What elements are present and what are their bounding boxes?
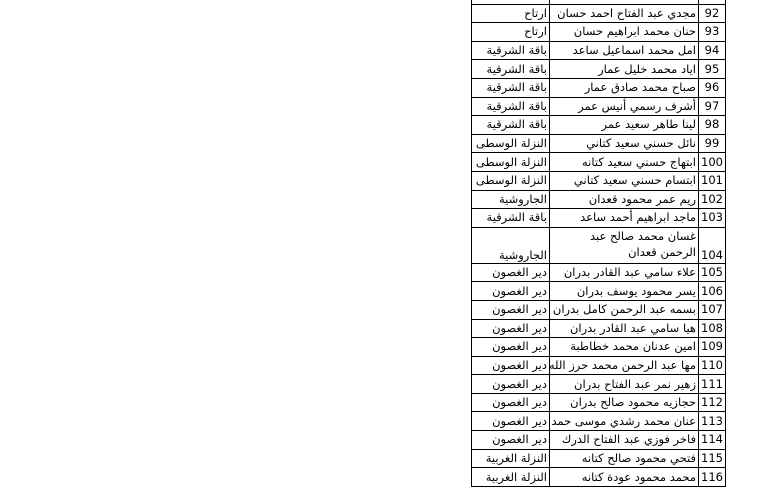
town-name: باقة الشرقية (472, 78, 550, 97)
town-name: باقة الشرقية (472, 41, 550, 60)
row-number: 113 (699, 412, 726, 431)
person-name: اياد محمد خليل عمار (550, 60, 699, 79)
names-table (471, 0, 726, 487)
table-row (472, 4, 726, 23)
table-row (472, 282, 726, 301)
person-name: بسمه عبد الرحمن كامل بدران (550, 300, 699, 319)
row-number: 102 (699, 190, 726, 209)
person-name: محمد محمود عودة كتانه (550, 468, 699, 487)
town-name: دير الغصون (472, 356, 550, 375)
town-name: دير الغصون (472, 282, 550, 301)
row-number: 104 (699, 227, 726, 263)
row-number: 92 (699, 4, 726, 23)
row-number: 115 (699, 449, 726, 468)
person-name: امين عدنان محمد خطاطبة (550, 338, 699, 357)
person-name: ماجد ابراهيم أحمد ساعد (550, 209, 699, 228)
town-name: دير الغصون (472, 263, 550, 282)
row-number: 109 (699, 338, 726, 357)
person-name: ريم عمر محمود قعدان (550, 190, 699, 209)
table-row (472, 227, 726, 263)
table-row (472, 97, 726, 116)
town-name: دير الغصون (472, 431, 550, 450)
town-name: باقة الشرقية (472, 97, 550, 116)
town-name: النزلة الغربية (472, 468, 550, 487)
row-number: 99 (699, 134, 726, 153)
table-row (472, 431, 726, 450)
row-number: 112 (699, 393, 726, 412)
town-name: باقة الشرقية (472, 116, 550, 135)
town-name: ارتاح (472, 23, 550, 42)
table-row (472, 393, 726, 412)
person-name: عنان محمد رشدي موسى حمد (550, 412, 699, 431)
town-name: دير الغصون (472, 338, 550, 357)
town-name: دير الغصون (472, 375, 550, 394)
table-row (472, 116, 726, 135)
row-number: 94 (699, 41, 726, 60)
table-row (472, 319, 726, 338)
person-name: يسر محمود يوسف بدران (550, 282, 699, 301)
row-number: 116 (699, 468, 726, 487)
town-name: النزلة الغربية (472, 449, 550, 468)
person-name: مجدي عبد الفتاح احمد حسان (550, 4, 699, 23)
table-row (472, 300, 726, 319)
table-row (472, 41, 726, 60)
town-name: النزلة الوسطى (472, 134, 550, 153)
town-name: النزلة الوسطى (472, 153, 550, 172)
row-number: 107 (699, 300, 726, 319)
table-row (472, 78, 726, 97)
town-name: باقة الشرقية (472, 209, 550, 228)
person-name: لينا طاهر سعيد عمر (550, 116, 699, 135)
town-name: دير الغصون (472, 393, 550, 412)
table-row (472, 190, 726, 209)
row-number: 98 (699, 116, 726, 135)
table-row (472, 449, 726, 468)
row-number: 111 (699, 375, 726, 394)
table-row (472, 23, 726, 42)
row-number: 105 (699, 263, 726, 282)
table-row (472, 171, 726, 190)
row-number: 110 (699, 356, 726, 375)
person-name: صباح محمد صادق عمار (550, 78, 699, 97)
row-number: 103 (699, 209, 726, 228)
person-name: حنان محمد ابراهيم حسان (550, 23, 699, 42)
row-number: 95 (699, 60, 726, 79)
town-name: دير الغصون (472, 300, 550, 319)
table-row (472, 356, 726, 375)
table-row (472, 153, 726, 172)
town-name: دير الغصون (472, 412, 550, 431)
town-name: النزلة الوسطى (472, 171, 550, 190)
person-name: علاء سامي عبد القادر بدران (550, 263, 699, 282)
row-number: 101 (699, 171, 726, 190)
town-name: دير الغصون (472, 319, 550, 338)
table-row (472, 468, 726, 487)
person-name: أشرف رسمي أنيس عمر (550, 97, 699, 116)
names-table-body (472, 0, 726, 486)
row-number: 114 (699, 431, 726, 450)
person-name: فتحي محمود صالح كتانه (550, 449, 699, 468)
table-row (472, 263, 726, 282)
row-number: 93 (699, 23, 726, 42)
person-name: زهير نمر عبد الفتاح بدران (550, 375, 699, 394)
town-name: باقة الشرقية (472, 60, 550, 79)
table-row (472, 60, 726, 79)
table-row (472, 338, 726, 357)
person-name: نائل حسني سعيد كتاني (550, 134, 699, 153)
town-name: الجاروشية (472, 190, 550, 209)
table-row (472, 134, 726, 153)
person-name: حجازيه محمود صالح بدران (550, 393, 699, 412)
person-name: امل محمد اسماعيل ساعد (550, 41, 699, 60)
town-name: ارتاح (472, 4, 550, 23)
person-name: ابتهاج حسني سعيد كتانه (550, 153, 699, 172)
table-row (472, 375, 726, 394)
table-row (472, 209, 726, 228)
table-row (472, 412, 726, 431)
row-number: 100 (699, 153, 726, 172)
person-name: غسان محمد صالح عبد الرحمن قعدان (550, 227, 699, 263)
person-name: ابتسام حسني سعيد كتاني (550, 171, 699, 190)
row-number: 96 (699, 78, 726, 97)
row-number: 106 (699, 282, 726, 301)
row-number: 108 (699, 319, 726, 338)
town-name: الجاروشية (472, 227, 550, 263)
person-name: هيا سامي عبد القادر بدران (550, 319, 699, 338)
row-number: 97 (699, 97, 726, 116)
person-name: فاخر فوزي عبد الفتاح الدرك (550, 431, 699, 450)
person-name: مها عبد الرحمن محمد حرز الله (550, 356, 699, 375)
